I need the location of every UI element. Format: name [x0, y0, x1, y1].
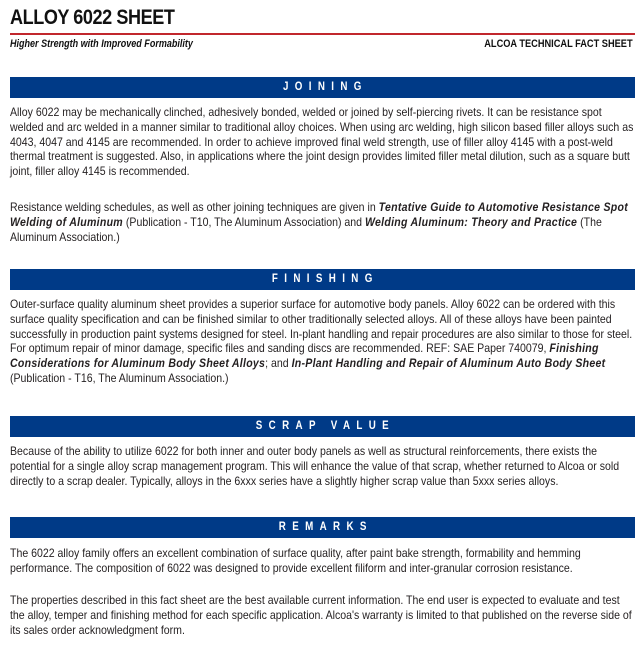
text-run: ; and: [265, 356, 292, 371]
finishing-paragraph-1: [10, 297, 635, 386]
joining-paragraph-2: [10, 200, 635, 244]
text-run: Outer-surface quality aluminum sheet provides a superior surface for automotive body panels. Alloy 6022 can be ordered with this surface quality specification and can be finished similar to other traditionally selected alloys. All of these alloys have been painted successfully in production paint systems designed for steel. In-plant handling and repair procedures are also similar to those for steel. For optimum repair of minor damage, specific files and sanding discs are recommended. REF: SAE Paper 740079,: [10, 297, 633, 356]
text-run: Resistance welding schedules, as well as other joining techniques are given in: [10, 200, 379, 214]
section-heading: FINISHING: [272, 273, 379, 285]
joining-paragraph-1: Alloy 6022 may be mechanically clinched, adhesively bonded, welded or joined by self-piercing rivets. It can be resistance spot welded and arc welded in a manner similar to traditional alloy choices. When using arc welding, high silicon based filler alloys such as 4043, 4047 and 4145 are recommended. In order to achieve improved final weld strength, use of filler alloy 4145 with a post-weld thermal treatment is suggested. Also, in applications where the joint design provides limited filler metal dilution, such as a square butt joint, filler alloy 4145 is recommended.: [10, 105, 634, 179]
remarks-paragraph-1: The 6022 alloy family offers an excellent combination of surface quality, after paint bake strength, formability and hemming performance. The composition of 6022 was designed to provide excellent filiform and inter-granular corrosion resistance.: [10, 546, 581, 575]
reference-title: In-Plant Handling and Repair of Aluminum Auto Body Sheet: [291, 356, 606, 371]
section-heading: JOINING: [283, 81, 368, 93]
document-subtitle: Higher Strength with Improved Formability: [10, 38, 193, 50]
section-header-remarks: [10, 517, 635, 538]
scrap-value-paragraph-1: Because of the ability to utilize 6022 for both inner and outer body panels as well as structural reinforcements, there exists the potential for a single alloy scrap management program. This will enhance the value of that scrap, whether returned to Alcoa or sold directly to a scrap dealer. Typically, alloys in the 6xxx series have a slightly higher scrap value than 5xxx series alloys.: [10, 444, 620, 488]
section-heading: SCRAP VALUE: [255, 420, 396, 432]
document-title: ALLOY 6022 SHEET: [10, 6, 175, 29]
reference-title: Tentative Guide to Automotive Resistance Spot Welding of Aluminum: [10, 200, 628, 229]
section-heading: REMARKS: [278, 521, 373, 533]
reference-title: Finishing Considerations for Aluminum Body Sheet Alloys: [10, 341, 599, 371]
title-rule: [10, 33, 635, 35]
document-type-label: ALCOA TECHNICAL FACT SHEET: [484, 38, 633, 50]
section-header-joining: [10, 77, 635, 98]
section-header-scrap-value: [10, 416, 635, 437]
reference-title: Welding Aluminum: Theory and Practice: [364, 214, 578, 229]
remarks-paragraph-2: The properties described in this fact sheet are the best available current information. The end user is expected to evaluate and test the alloy, temper and finishing method for each specific application. Alcoa's warranty is limited to that published on the reverse side of its sales order acknowledgment form.: [10, 593, 632, 637]
section-header-finishing: [10, 269, 635, 290]
text-run: (Publication - T16, The Aluminum Association.): [10, 370, 229, 385]
text-run: (The Aluminum Association.): [10, 214, 602, 244]
text-run: (Publication - T10, The Aluminum Association) and: [122, 214, 365, 229]
